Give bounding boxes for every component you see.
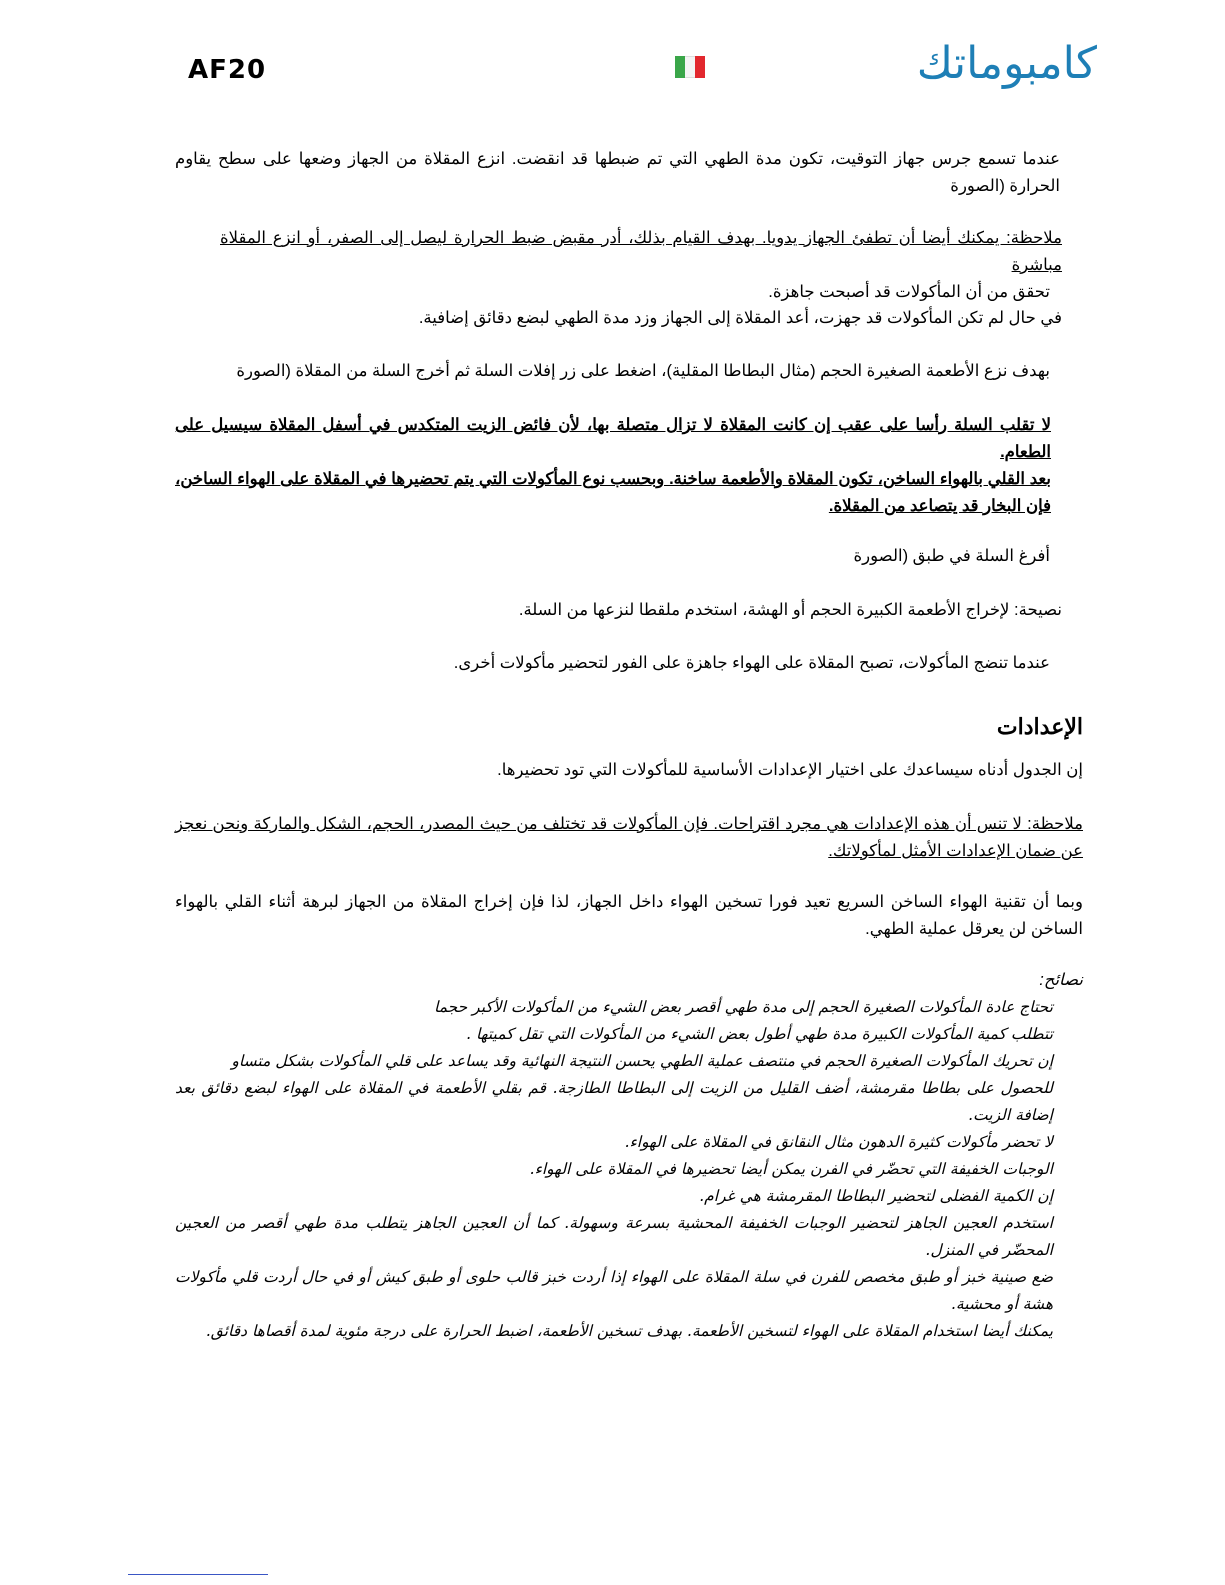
tip-item: إن تحريك المأكولات الصغيرة الحجم في منتصف عملية الطهي يحسن النتيجة النهائية وقد يساعد على قلي المأكولات بشكل متساو [231,1052,1053,1070]
paragraph-timer: عندما تسمع جرس جهاز التوقيت، تكون مدة الطهي التي تم ضبطها قد انقضت. انزع المقلاة من الجهاز وضعها على سطح يقاوم الحرارة (الصورة [175,150,1060,195]
warning-hot-steam: بعد القلي بالهواء الساخن، تكون المقلاة والأطعمة ساخنة. وبحسب نوع المأكولات التي يتم تحضيرها في المقلاة على الهواء الساخن، فإن البخار قد يتصاعد من المقلاة. [175,470,1051,515]
section-heading-settings: الإعدادات [996,714,1083,739]
tips-title: نصائح: [1039,971,1083,989]
tip-tongs: نصيحة: لإخراج الأطعمة الكبيرة الحجم أو الهشة، استخدم ملقطا لنزعها من السلة. [518,601,1062,619]
note-manual-off: ملاحظة: يمكنك أيضا أن تطفئ الجهاز يدويا. بهدف القيام بذلك، أدر مقبض ضبط الحرارة ليصل إلى الصفر، أو انزع المقلاة مباشرة [220,229,1062,274]
paragraph-extra-time: في حال لم تكن المأكولات قد جهزت، أعد المقلاة إلى الجهاز وزد مدة الطهي لبضع دقائق إضافية. [418,309,1062,327]
paragraph-ready-for-next: عندما تنضج المأكولات، تصبح المقلاة على الهواء جاهزة على الفور لتحضير مأكولات أخرى. [453,654,1050,672]
tip-item: لا تحضر مأكولات كثيرة الدهون مثال النقانق في المقلاة على الهواء. [624,1133,1053,1151]
paragraph-remove-basket: بهدف نزع الأطعمة الصغيرة الحجم (مثال البطاطا المقلية)، اضغط على زر إفلات السلة ثم أخرج السلة من المقلاة (الصورة [236,362,1050,380]
model-number: AF20 [188,55,267,85]
tip-item: الوجبات الخفيفة التي تحضّر في الفرن يمكن أيضا تحضيرها في المقلاة على الهواء. [529,1160,1053,1178]
paragraph-check-ready: تحقق من أن المأكولات قد أصبحت جاهزة. [768,283,1050,301]
settings-note: ملاحظة: لا تنس أن هذه الإعدادات هي مجرد اقتراحات. فإن المأكولات قد تختلف من حيث المصدر، الحجم، الشكل والماركة ونحن نعجز عن ضمان الإعدادات الأمثل لمأكولاتك. [175,815,1083,860]
paragraph-empty-basket: أفرغ السلة في طبق (الصورة [853,547,1050,565]
tip-item: يمكنك أيضا استخدام المقلاة على الهواء لتسخين الأطعمة. بهدف تسخين الأطعمة، اضبط الحرارة على درجة مئوية لمدة أقصاها دقائق. [205,1322,1053,1340]
tip-item: للحصول على بطاطا مقرمشة، أضف القليل من الزيت إلى البطاطا الطازجة. قم بقلي الأطعمة في المقلاة على الهواء لبضع دقائق بعد إضافة الزيت. [175,1079,1053,1124]
tip-item: إن الكمية الفضلى لتحضير البطاطا المقرمشة هي غرام. [699,1187,1053,1205]
footnote-divider [128,1574,268,1575]
tip-item: تتطلب كمية المأكولات الكبيرة مدة طهي أطول بعض الشيء من المأكولات التي تقل كميتها . [466,1025,1053,1043]
settings-intro: إن الجدول أدناه سيساعدك على اختيار الإعدادات الأساسية للمأكولات التي تود تحضيرها. [497,761,1083,779]
italian-flag-logo [675,56,705,78]
settings-body: وبما أن تقنية الهواء الساخن السريع تعيد فورا تسخين الهواء داخل الجهاز، لذا فإن إخراج المقلاة من الجهاز لبرهة أثناء القلي بالهواء الساخن لن يعرقل عملية الطهي. [175,893,1083,938]
tip-item: استخدم العجين الجاهز لتحضير الوجبات الخفيفة المحشية بسرعة وسهولة. كما أن العجين الجاهز يتطلب مدة طهي أقصر من العجين المحضّر في المنزل. [175,1214,1053,1259]
warning-do-not-flip: لا تقلب السلة رأسا على عقب إن كانت المقلاة لا تزال متصلة بها، لأن فائض الزيت المتكدس في أسفل المقلاة سيسيل على الطعام. [175,416,1051,461]
tip-item: ضع صينية خبز أو طبق مخصص للفرن في سلة المقلاة على الهواء إذا أردت خبز قالب حلوى أو طبق كيش أو في حال أردت قلي مأكولات هشة أو محشية. [175,1268,1053,1313]
brand-logo: كامبوماتك [916,38,1097,89]
tip-item: تحتاج عادة المأكولات الصغيرة الحجم إلى مدة طهي أقصر بعض الشيء من المأكولات الأكبر حجما [433,998,1053,1016]
